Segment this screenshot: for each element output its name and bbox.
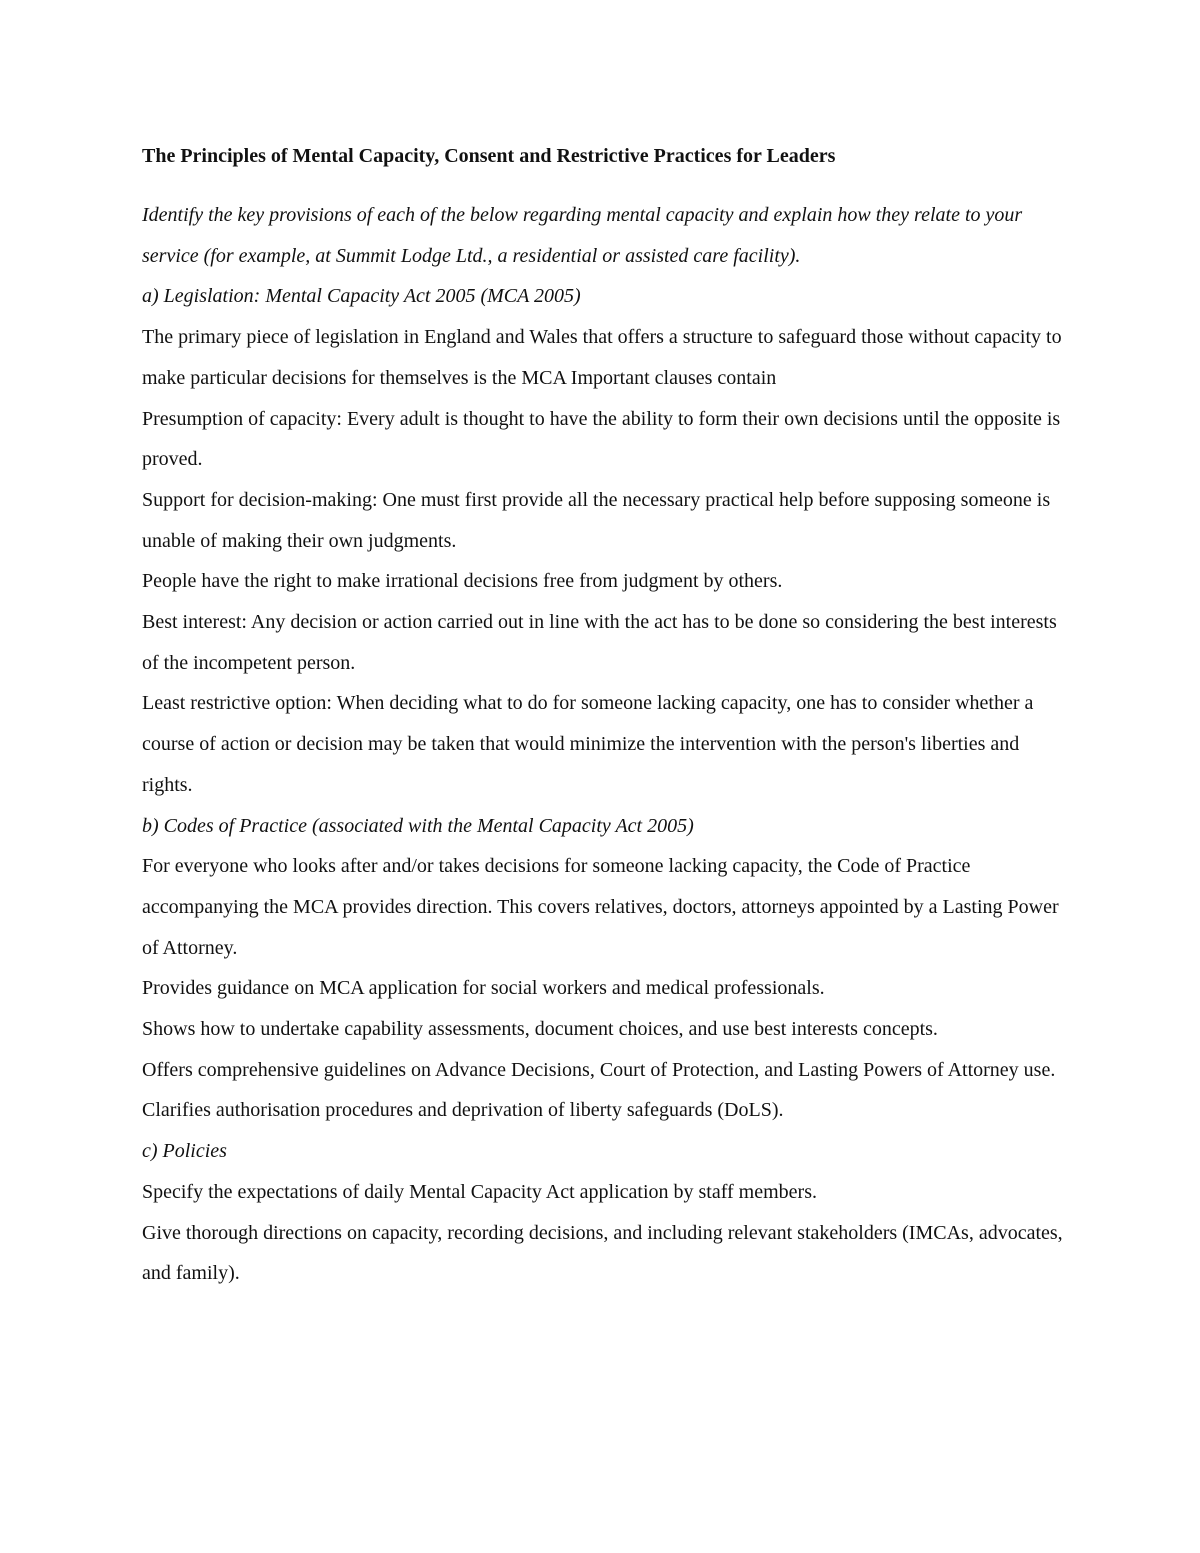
- body-paragraph: People have the right to make irrational decisions free from judgment by others.: [142, 570, 783, 593]
- body-paragraph: Provides guidance on MCA application for social workers and medical professionals.: [142, 977, 825, 1000]
- body-paragraph: Presumption of capacity: Every adult is thought to have the ability to form their own decisions until the opposite is proved.: [142, 407, 1061, 471]
- body-paragraph: Clarifies authorisation procedures and deprivation of liberty safeguards (DoLS).: [142, 1099, 784, 1122]
- body-paragraph: Offers comprehensive guidelines on Advance Decisions, Court of Protection, and Lasting Powers of Attorney use.: [142, 1058, 1056, 1081]
- body-paragraph: Specify the expectations of daily Mental Capacity Act application by staff members.: [142, 1180, 817, 1203]
- instruction-paragraph: Identify the key provisions of each of the below regarding mental capacity and explain how they relate to your service (for example, at Summit Lodge Ltd., a residential or assisted care facility).: [142, 204, 1023, 267]
- body-paragraph: The primary piece of legislation in England and Wales that offers a structure to safeguard those without capacity to make particular decisions for themselves is the MCA Important clauses contain: [142, 326, 1062, 389]
- body-paragraph: Least restrictive option: When deciding what to do for someone lacking capacity, one has to consider whether a course of action or decision may be taken that would minimize the intervention with the person's liberties and rights.: [142, 692, 1034, 796]
- section-heading-policies: c) Policies: [142, 1140, 227, 1163]
- document-body: [142, 195, 1072, 1294]
- body-paragraph: For everyone who looks after and/or takes decisions for someone lacking capacity, the Code of Practice accompanying the MCA provides direction. This covers relatives, doctors, attorneys appointed by a Lasting Power of Attorney.: [142, 855, 1059, 959]
- section-heading-codes-of-practice: b) Codes of Practice (associated with the Mental Capacity Act 2005): [142, 814, 694, 837]
- body-paragraph: Support for decision-making: One must first provide all the necessary practical help before supposing someone is unable of making their own judgments.: [142, 488, 1051, 552]
- body-paragraph: Shows how to undertake capability assessments, document choices, and use best interests concepts.: [142, 1018, 938, 1041]
- section-heading-legislation: a) Legislation: Mental Capacity Act 2005 (MCA 2005): [142, 285, 581, 308]
- body-paragraph: Best interest: Any decision or action carried out in line with the act has to be done so considering the best interests of the incompetent person.: [142, 611, 1057, 674]
- document-title: The Principles of Mental Capacity, Consent and Restrictive Practices for Leaders: [142, 145, 836, 167]
- body-paragraph: Give thorough directions on capacity, recording decisions, and including relevant stakeholders (IMCAs, advocates, and family).: [142, 1221, 1063, 1285]
